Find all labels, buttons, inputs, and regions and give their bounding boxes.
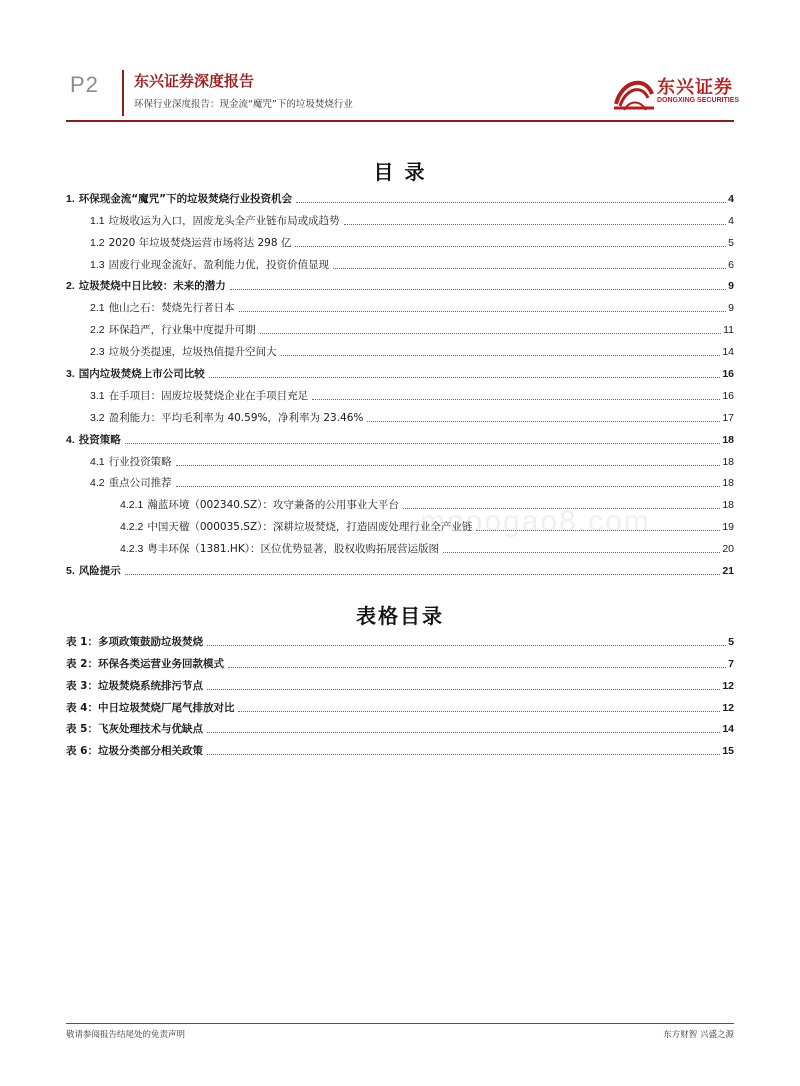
dot-leader [228,666,726,668]
toc-entry-page: 19 [722,521,734,534]
dot-leader [209,376,721,378]
table-toc-entry-page: 15 [722,745,734,758]
toc-entry-label [66,543,441,556]
toc-entry-number: 1.2 [90,236,105,249]
toc-entry[interactable] [66,315,734,337]
table-toc-entry-label: 表 5：飞灰处理技术与优缺点 [66,723,203,736]
toc-entry-text: 盈利能力：平均毛利率为 40.59%，净利率为 23.46% [108,411,364,424]
table-toc-entry[interactable] [66,693,734,715]
footer-disclaimer: 敬请参阅报告结尾处的免责声明 [66,1030,186,1040]
dot-leader [207,688,720,690]
toc-entry-label [66,280,228,293]
table-toc-entry-label: 表 6：垃圾分类部分相关政策 [66,745,203,758]
dot-leader [207,753,720,755]
toc-entry-text: 国内垃圾焚烧上市公司比较 [78,368,205,381]
page-number: P2 [70,72,99,97]
toc-entry-page: 18 [722,499,734,512]
toc-entry-label [66,259,331,272]
toc-entry[interactable] [66,425,734,447]
toc-entry[interactable] [66,184,734,206]
toc-entry-page: 9 [728,280,734,293]
toc-entry-number: 1. [66,192,75,205]
dot-leader [125,442,721,444]
toc-entry-text: 在手项目：固废垃圾焚烧企业在手项目充足 [108,389,309,402]
toc-entry-page: 20 [722,543,734,556]
toc-entry-label [66,302,237,315]
footer-rule [66,1023,734,1024]
toc-entry-number: 4.2.2 [120,521,144,534]
toc-entry[interactable] [66,447,734,469]
toc-entry-number: 4.2.1 [120,499,144,512]
toc-entry[interactable] [66,469,734,491]
toc-entry-label [66,412,365,425]
dot-leader [238,710,720,712]
toc-entry-label [66,565,123,578]
toc-entry[interactable] [66,206,734,228]
table-toc-entry-label: 表 2：环保各类运营业务回款模式 [66,657,224,670]
toc-entry-page: 11 [723,324,734,337]
report-brand-title: 东兴证券深度报告 [134,72,255,90]
toc-entry[interactable] [66,293,734,315]
table-toc-entry-page: 5 [728,635,734,648]
toc-entry-page: 17 [722,411,734,424]
toc-entry-label [66,477,174,490]
toc-entry-label [66,193,294,206]
toc-entry[interactable] [66,359,734,381]
toc-entry-page: 18 [722,455,734,468]
toc-entry-page: 16 [722,389,734,402]
table-toc-entry[interactable] [66,736,734,758]
toc-entry-text: 重点公司推荐 [108,477,172,490]
toc-entry-label [66,324,258,337]
toc-entry-number: 4.2.3 [120,543,144,556]
tables-toc-list [66,627,734,758]
toc-entry[interactable] [66,403,734,425]
toc-entry-number: 2.2 [90,324,105,337]
toc-entry-page: 18 [722,477,734,490]
toc-entry-text: 环保现金流“魔咒”下的垃圾焚烧行业投资机会 [78,192,293,205]
dot-leader [367,420,720,422]
toc-title: 目 录 [373,160,427,184]
table-toc-entry[interactable] [66,627,734,649]
page-header [0,0,800,125]
toc-entry-number: 2.3 [90,346,105,359]
table-toc-entry-page: 12 [722,701,734,714]
dot-leader [125,573,721,575]
toc-entry[interactable] [66,250,734,272]
toc-entry-text: 垃圾收运为入口，固废龙头全产业链布局或成趋势 [108,214,340,227]
dot-leader [281,354,721,356]
toc-entry-page: 6 [728,258,734,271]
toc-entry-page: 21 [722,565,734,578]
toc-entry-text: 粤丰环保（1381.HK）：区位优势显著，股权收购拓展营运版图 [147,543,439,556]
toc-entry-page: 5 [728,236,734,249]
toc-entry-page: 9 [728,302,734,315]
dot-leader [239,310,727,312]
toc-entry-text: 行业投资策略 [108,455,172,468]
toc-entry-text: 他山之石：焚烧先行者日本 [108,302,235,315]
table-toc-entry-label: 表 1：多项政策鼓励垃圾焚烧 [66,635,203,648]
toc-entry-number: 3.2 [90,411,105,424]
table-toc-entry[interactable] [66,649,734,671]
toc-entry-label [66,346,279,359]
dot-leader [333,267,726,269]
toc-entry[interactable] [66,381,734,403]
toc-entry[interactable] [66,228,734,250]
toc-entry-text: 投资策略 [78,433,121,446]
dot-leader [207,731,720,733]
dot-leader [312,398,720,400]
dot-leader [260,332,721,334]
table-toc-entry-label: 表 4：中日垃圾焚烧厂尾气排放对比 [66,701,235,714]
header-divider [122,70,124,116]
table-toc-entry-page: 12 [722,679,734,692]
dot-leader [344,223,727,225]
toc-entry-page: 4 [728,214,734,227]
table-toc-entry[interactable] [66,671,734,693]
toc-entry-label [66,456,174,469]
toc-entry-text: 固废行业现金流好、盈利能力优，投资价值显现 [108,258,330,271]
toc-entry-number: 4. [66,433,75,446]
toc-entry-text: 2020 年垃圾焚烧运营市场将达 298 亿 [108,236,292,249]
logo-english-name: DONGXING SECURITIES [657,97,740,104]
toc-entry-page: 14 [722,346,734,359]
toc-entry-label [66,434,123,447]
dot-leader [296,201,726,203]
footer-slogan: 东方财智 兴盛之源 [663,1030,734,1040]
toc-entry-number: 2.1 [90,302,105,315]
table-toc-entry-page: 14 [722,723,734,736]
dot-leader [176,464,721,466]
table-toc-entry-page: 7 [728,657,734,670]
toc-entry-label [66,368,207,381]
toc-entry-label [66,237,293,250]
toc-entry-number: 3. [66,368,75,381]
toc-entry-text: 瀚蓝环境（002340.SZ）：攻守兼备的公用事业大平台 [147,499,399,512]
dot-leader [230,288,726,290]
toc-entry-text: 环保趋严，行业集中度提升可期 [108,324,256,337]
dot-leader [443,551,720,553]
tables-toc-title: 表格目录 [356,604,444,628]
toc-entry-number: 1.3 [90,258,105,271]
toc-entry-label [66,521,474,534]
toc-entry-number: 4.2 [90,477,105,490]
toc-entry-label [66,215,342,228]
toc-entry[interactable] [66,337,734,359]
toc-entry-text: 垃圾焚烧中日比较：未来的潜力 [78,280,226,293]
toc-entry-text: 垃圾分类提速，垃圾热值提升空间大 [108,346,277,359]
logo-chinese-name: 东兴证券 [657,77,733,98]
toc-entry[interactable] [66,272,734,294]
toc-entry-number: 1.1 [90,214,105,227]
table-toc-entry[interactable] [66,715,734,737]
toc-entry-number: 2. [66,280,75,293]
header-rule [66,120,734,122]
table-toc-entry-label: 表 3：垃圾焚烧系统排污节点 [66,679,203,692]
toc-entry-text: 中国天楹（000035.SZ）：深耕垃圾焚烧，打造固废处理行业全产业链 [147,521,473,534]
dot-leader [176,485,721,487]
toc-entry-label [66,390,310,403]
toc-entry-label [66,499,401,512]
dot-leader [295,245,726,247]
watermark: mooogao8.com [420,505,651,538]
toc-entry-page: 4 [728,192,734,205]
dot-leader [207,644,726,646]
toc-entry[interactable] [66,556,734,578]
toc-entry-number: 4.1 [90,455,105,468]
toc-entry-number: 3.1 [90,389,105,402]
toc-entry-page: 16 [722,368,734,381]
report-subtitle: 环保行业深度报告：现金流“魔咒”下的垃圾焚烧行业 [134,99,353,110]
toc-entry-number: 5. [66,565,75,578]
toc-entry-page: 18 [722,433,734,446]
toc-entry-text: 风险提示 [78,565,121,578]
